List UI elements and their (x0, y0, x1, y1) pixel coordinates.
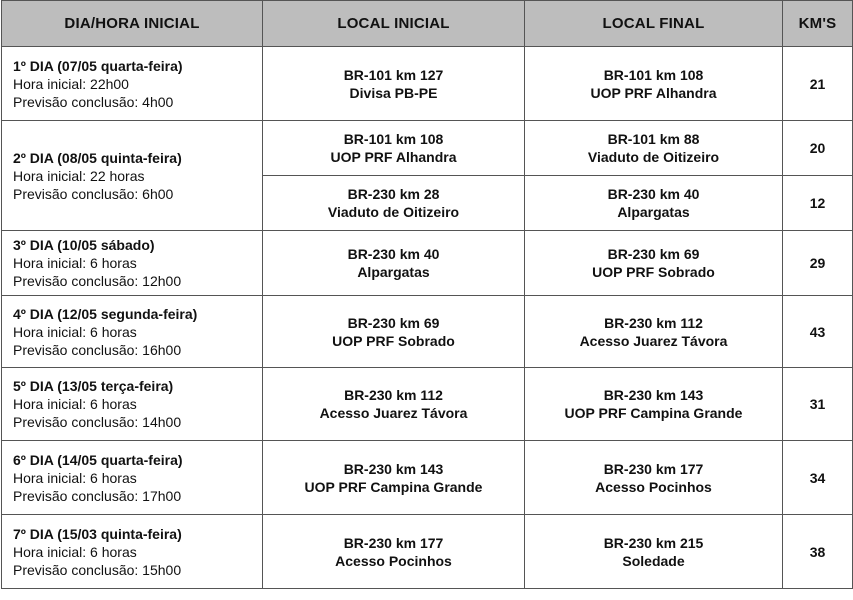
table-row (2, 47, 853, 121)
day-title: 1º DIA (07/05 quarta-feira) (13, 57, 183, 74)
day-start-time: Hora inicial: 22 horas (13, 167, 145, 184)
day-cell (2, 121, 263, 231)
header-start-location: LOCAL INICIAL (263, 1, 525, 47)
day-start-time: Hora inicial: 6 horas (13, 469, 137, 486)
km-cell: 12 (783, 176, 853, 231)
end-location-cell (525, 515, 783, 589)
km-cell: 29 (783, 231, 853, 296)
end-road: BR-230 km 40 (607, 186, 700, 202)
day-start-time: Hora inicial: 6 horas (13, 543, 137, 560)
start-road: BR-101 km 108 (343, 131, 444, 147)
end-location-cell (525, 441, 783, 515)
day-finish-time: Previsão conclusão: 14h00 (13, 414, 182, 430)
start-place: Alpargatas (357, 264, 430, 280)
end-road: BR-230 km 143 (603, 387, 704, 403)
end-place: Soledade (622, 552, 685, 569)
end-road: BR-101 km 108 (603, 66, 704, 83)
day-finish-time: Previsão conclusão: 4h00 (13, 93, 174, 110)
end-location-cell (525, 47, 783, 121)
end-road: BR-230 km 112 (604, 314, 703, 331)
start-location-cell (263, 296, 525, 368)
km-cell: 20 (783, 121, 853, 176)
day-title: 5º DIA (13/05 terça-feira) (13, 378, 174, 394)
start-place: UOP PRF Sobrado (332, 332, 455, 349)
km-cell: 38 (783, 515, 853, 589)
end-road: BR-230 km 215 (603, 534, 704, 551)
start-road: BR-230 km 112 (344, 387, 443, 403)
start-location-cell (263, 368, 525, 441)
end-place: Alpargatas (617, 204, 690, 220)
day-title: 6º DIA (14/05 quarta-feira) (13, 451, 183, 468)
day-title: 4º DIA (12/05 segunda-feira) (13, 305, 198, 322)
end-place: UOP PRF Campina Grande (564, 405, 743, 421)
start-place: Viaduto de Oitizeiro (327, 204, 460, 220)
table-row (2, 296, 853, 368)
schedule-table (1, 0, 853, 589)
end-location-cell (525, 231, 783, 296)
km-cell: 43 (783, 296, 853, 368)
start-place: Acesso Juarez Távora (319, 405, 468, 421)
end-place: Acesso Juarez Távora (579, 332, 728, 349)
start-location-cell (263, 176, 525, 231)
start-place: UOP PRF Alhandra (330, 149, 457, 165)
end-location-cell (525, 296, 783, 368)
header-kms: KM'S (783, 1, 853, 47)
start-road: BR-230 km 69 (347, 314, 440, 331)
day-cell (2, 441, 263, 515)
start-place: Acesso Pocinhos (335, 552, 452, 569)
start-place: Divisa PB-PE (349, 84, 438, 101)
km-cell: 21 (783, 47, 853, 121)
day-start-time: Hora inicial: 6 horas (13, 323, 137, 340)
day-title: 2º DIA (08/05 quinta-feira) (13, 149, 182, 166)
start-location-cell (263, 47, 525, 121)
day-cell (2, 368, 263, 441)
day-finish-time: Previsão conclusão: 12h00 (13, 273, 182, 289)
end-location-cell (525, 176, 783, 231)
end-location-cell (525, 368, 783, 441)
day-finish-time: Previsão conclusão: 6h00 (13, 185, 174, 202)
day-finish-time: Previsão conclusão: 16h00 (13, 341, 182, 358)
day-cell (2, 231, 263, 296)
start-location-cell (263, 441, 525, 515)
end-place: Viaduto de Oitizeiro (587, 149, 720, 165)
end-place: UOP PRF Sobrado (592, 264, 715, 280)
start-location-cell (263, 121, 525, 176)
day-cell (2, 296, 263, 368)
day-title: 3º DIA (10/05 sábado) (13, 237, 155, 253)
table-row (2, 231, 853, 296)
table-row (2, 121, 853, 176)
header-row (2, 1, 853, 47)
start-road: BR-230 km 28 (347, 186, 440, 202)
day-cell (2, 47, 263, 121)
end-location-cell (525, 121, 783, 176)
end-road: BR-101 km 88 (607, 131, 700, 147)
end-road: BR-230 km 177 (603, 460, 704, 477)
day-finish-time: Previsão conclusão: 17h00 (13, 487, 182, 504)
end-place: UOP PRF Alhandra (590, 84, 717, 101)
header-end-location: LOCAL FINAL (525, 1, 783, 47)
day-start-time: Hora inicial: 22h00 (13, 75, 129, 92)
day-start-time: Hora inicial: 6 horas (13, 255, 137, 271)
start-place: UOP PRF Campina Grande (304, 478, 483, 495)
end-place: Acesso Pocinhos (595, 478, 712, 495)
day-finish-time: Previsão conclusão: 15h00 (13, 561, 182, 578)
end-road: BR-230 km 69 (607, 246, 700, 262)
header-day-time: DIA/HORA INICIAL (2, 1, 263, 47)
table-row (2, 441, 853, 515)
day-title: 7º DIA (15/03 quinta-feira) (13, 525, 182, 542)
table-row (2, 515, 853, 589)
start-road: BR-101 km 127 (343, 66, 444, 83)
start-road: BR-230 km 40 (347, 246, 440, 262)
table-row (2, 368, 853, 441)
km-cell: 31 (783, 368, 853, 441)
start-road: BR-230 km 177 (343, 534, 444, 551)
km-cell: 34 (783, 441, 853, 515)
start-road: BR-230 km 143 (343, 460, 444, 477)
day-start-time: Hora inicial: 6 horas (13, 396, 137, 412)
day-cell (2, 515, 263, 589)
start-location-cell (263, 515, 525, 589)
start-location-cell (263, 231, 525, 296)
